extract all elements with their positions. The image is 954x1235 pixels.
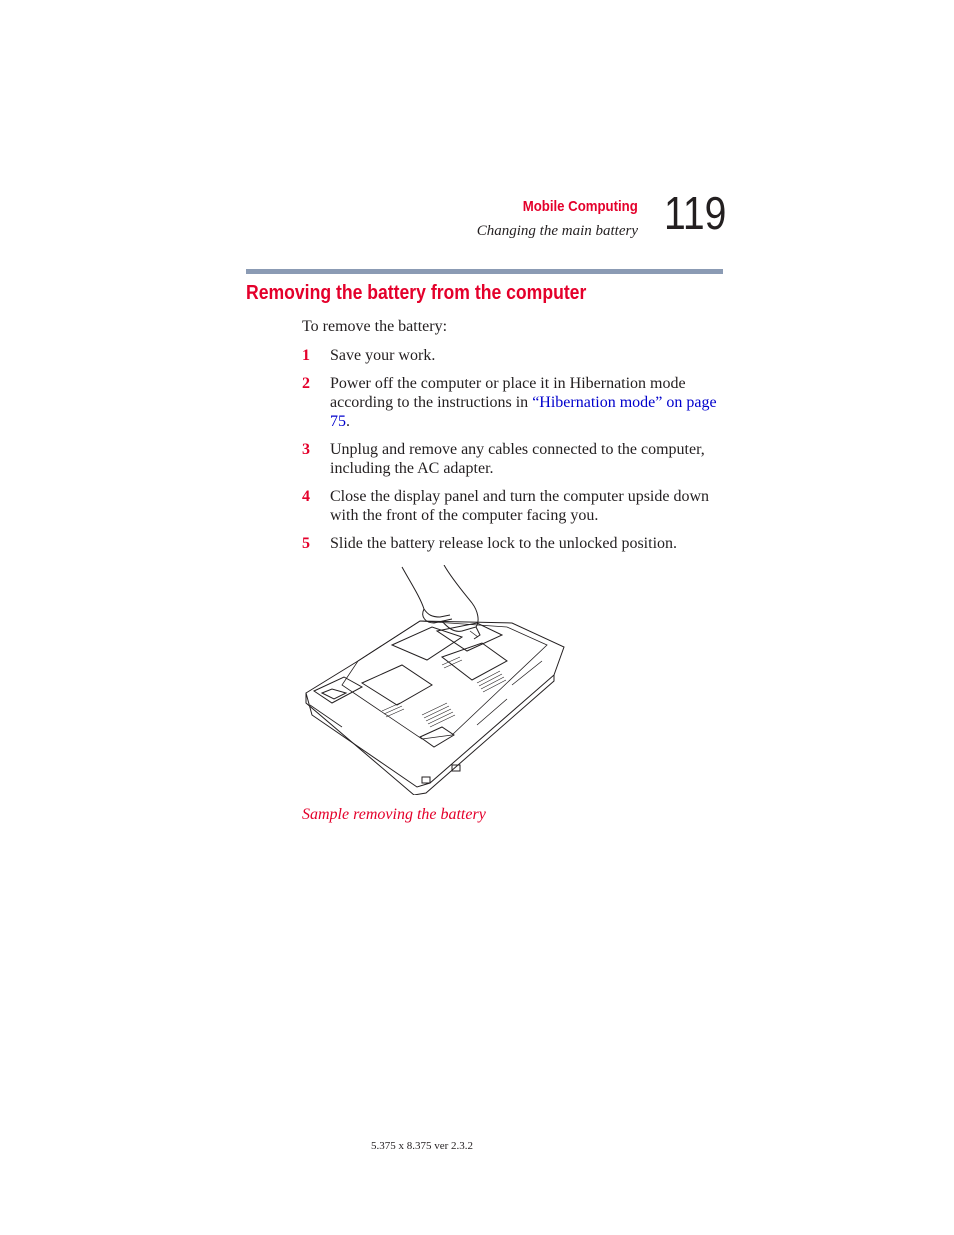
step-5 [302,534,722,553]
step-text: Slide the battery release lock to the unlocked position. [330,535,678,552]
header-section: Changing the main battery [476,223,638,239]
step-4 [302,487,722,525]
laptop-battery-illustration [302,565,567,795]
intro-text: To remove the battery: [302,318,448,335]
step-text: Save your work. [330,347,436,364]
footer-version: 5.375 x 8.375 ver 2.3.2 [371,1140,474,1152]
step-3 [302,440,722,478]
section-heading: Removing the battery from the computer [246,282,587,304]
step-number: 1 [302,347,310,364]
figure-caption: Sample removing the battery [302,806,486,823]
step-number: 3 [302,441,310,458]
step-text: Close the display panel and turn the computer upside down with the front of the computer facing you. [330,488,710,524]
step-text-end: . [346,413,350,430]
step-2 [302,374,722,431]
hibernation-mode-link[interactable]: “Hibernation mode” on page 75 [330,394,717,430]
step-text: Power off the computer or place it in Hibernation mode according to the instructions in [330,375,686,411]
steps-list [302,346,722,562]
step-number: 5 [302,535,310,552]
step-text: Unplug and remove any cables connected to the computer, including the AC adapter. [330,441,705,477]
step-number: 4 [302,488,310,505]
step-number: 2 [302,375,310,392]
header-chapter: Mobile Computing [522,198,638,215]
page-number: 119 [664,187,727,239]
step-1 [302,346,722,365]
header-rule [246,269,723,274]
